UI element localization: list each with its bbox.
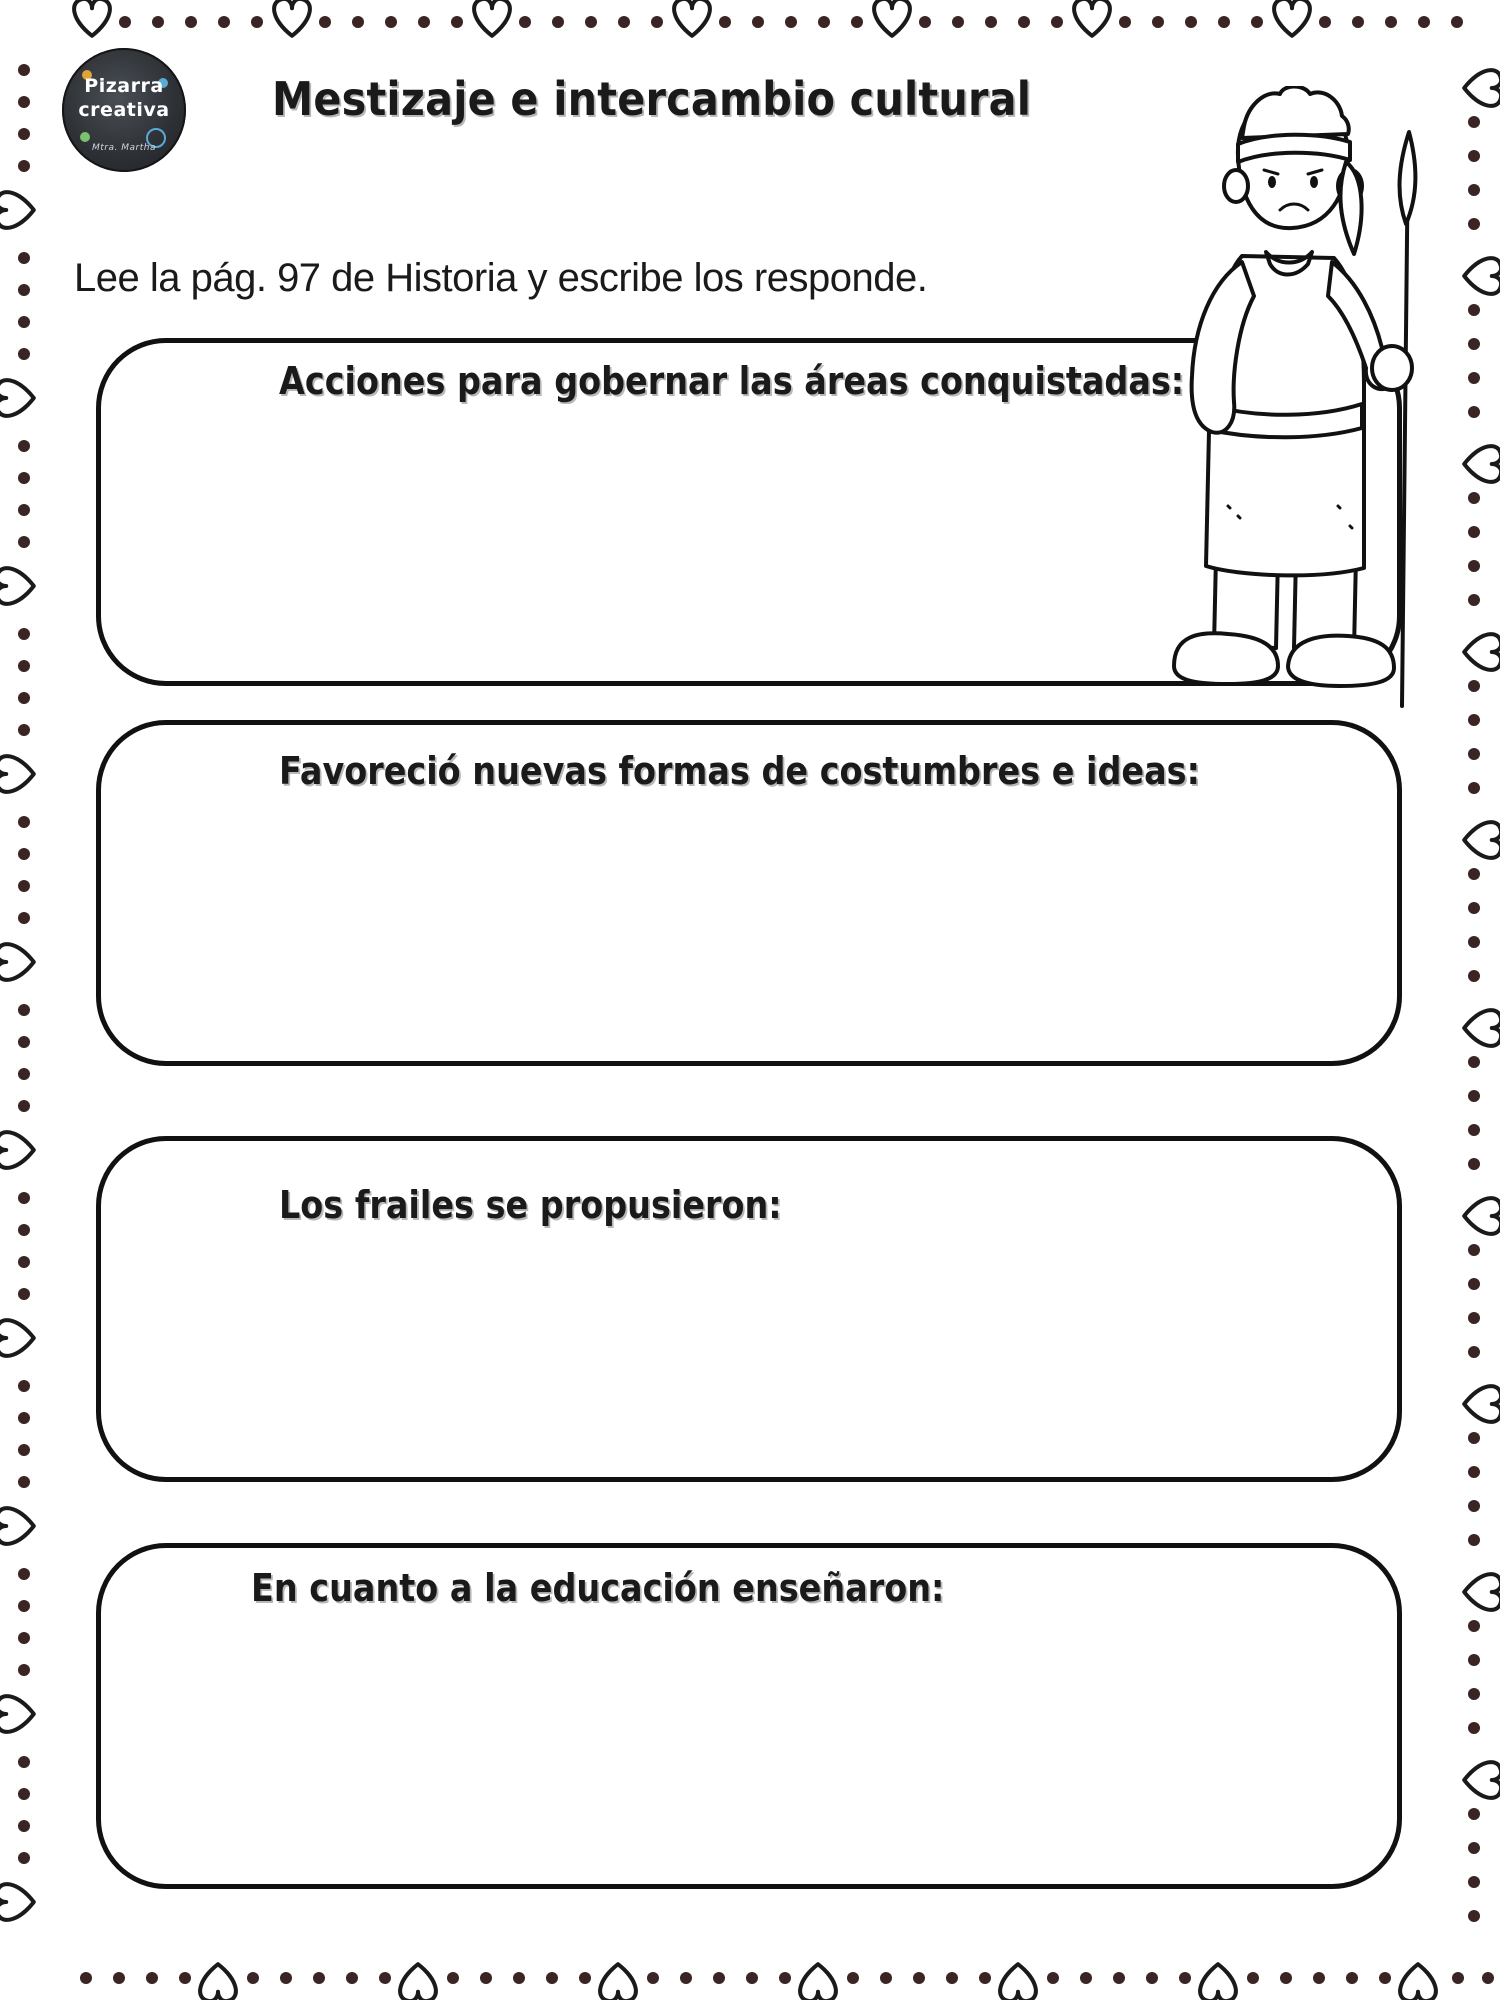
border-dot <box>1018 16 1030 28</box>
border-dot <box>18 160 30 172</box>
border-dot <box>18 1568 30 1580</box>
border-dot <box>18 1288 30 1300</box>
border-dot <box>1468 1158 1480 1170</box>
border-dot <box>1468 1876 1480 1888</box>
border-dot <box>546 1972 558 1984</box>
border-dot <box>851 16 863 28</box>
border-dot <box>1468 1842 1480 1854</box>
border-dot <box>251 16 263 28</box>
logo-text: Pizarra <box>84 75 164 97</box>
border-dot <box>18 912 30 924</box>
eye <box>1310 176 1318 188</box>
border-dot <box>18 96 30 108</box>
border-dot <box>1319 16 1331 28</box>
border-dot <box>1251 16 1263 28</box>
border-dot <box>18 880 30 892</box>
border-dot <box>152 16 164 28</box>
heart-icon <box>800 1964 836 2000</box>
border-dot <box>18 1852 30 1864</box>
hair <box>1242 87 1349 139</box>
border-dot <box>952 16 964 28</box>
border-dot <box>18 1632 30 1644</box>
border-dot <box>1468 1654 1480 1666</box>
heart-icon <box>0 1696 34 1732</box>
border-dot <box>447 1972 459 1984</box>
border-dot <box>18 1788 30 1800</box>
border-dot <box>1468 902 1480 914</box>
border-dot <box>1452 1972 1464 1984</box>
border-dot <box>1352 16 1364 28</box>
heart-icon <box>1464 1762 1500 1798</box>
border-dot <box>1468 936 1480 948</box>
border-dot <box>847 1972 859 1984</box>
border-dot <box>346 1972 358 1984</box>
border-dot <box>1468 1620 1480 1632</box>
border-dot <box>1468 970 1480 982</box>
border-dot <box>18 1224 30 1236</box>
spear-shaft <box>1402 146 1408 706</box>
border-dot <box>713 1972 725 1984</box>
border-dot <box>1179 1972 1191 1984</box>
border-dot <box>247 1972 259 1984</box>
border-dot <box>18 1256 30 1268</box>
heart-icon <box>0 944 34 980</box>
border-dot <box>1313 1972 1325 1984</box>
border-dot <box>18 1412 30 1424</box>
border-dot <box>913 1972 925 1984</box>
border-dot <box>1468 1056 1480 1068</box>
spear-tip <box>1400 132 1416 224</box>
border-dot <box>18 316 30 328</box>
heart-icon <box>1400 1964 1436 2000</box>
border-dot <box>480 1972 492 1984</box>
answer-area[interactable] <box>141 1638 1357 1844</box>
ear <box>1224 170 1248 202</box>
border-dot <box>647 1972 659 1984</box>
border-dot <box>1247 1972 1259 1984</box>
border-dot <box>552 16 564 28</box>
border-dot <box>1468 1500 1480 1512</box>
border-dot <box>579 1972 591 1984</box>
heart-icon <box>674 0 710 36</box>
border-dot <box>319 16 331 28</box>
border-dot <box>119 16 131 28</box>
logo-signature: Mtra. Martha <box>92 143 156 153</box>
border-dot <box>18 1036 30 1048</box>
border-dot <box>1482 1972 1494 1984</box>
eye <box>1268 176 1276 188</box>
answer-box-costumbres[interactable] <box>96 720 1402 1066</box>
border-dot <box>1468 304 1480 316</box>
heart-icon <box>1074 0 1110 36</box>
heart-icon <box>0 380 34 416</box>
border-dot <box>18 1476 30 1488</box>
border-dot <box>18 64 30 76</box>
border-dot <box>1468 1124 1480 1136</box>
heart-icon <box>0 1884 34 1920</box>
border-dot <box>18 1820 30 1832</box>
border-dot <box>18 348 30 360</box>
heart-icon <box>1200 1964 1236 2000</box>
answer-box-label: Favoreció nuevas formas de costumbres e ideas: <box>279 749 1200 793</box>
heart-icon <box>1464 1386 1500 1422</box>
border-dot <box>18 660 30 672</box>
heart-icon <box>1464 70 1500 106</box>
border-dot <box>680 1972 692 1984</box>
border-dot <box>1468 868 1480 880</box>
border-dot <box>18 628 30 640</box>
border-dot <box>1080 1972 1092 1984</box>
border-dot <box>1146 1972 1158 1984</box>
heart-icon <box>400 1964 436 2000</box>
border-dot <box>18 816 30 828</box>
heart-icon <box>474 0 510 36</box>
border-dot <box>1468 406 1480 418</box>
heart-icon <box>0 1508 34 1544</box>
border-dot <box>752 16 764 28</box>
border-dot <box>146 1972 158 1984</box>
border-dot <box>1468 1090 1480 1102</box>
heart-icon <box>1000 1964 1036 2000</box>
border-dot <box>1051 16 1063 28</box>
border-dot <box>18 692 30 704</box>
border-dot <box>1218 16 1230 28</box>
border-dot <box>418 16 430 28</box>
heart-icon <box>200 1964 236 2000</box>
border-dot <box>1047 1972 1059 1984</box>
border-dot <box>18 284 30 296</box>
border-dot <box>585 16 597 28</box>
heart-icon <box>1464 258 1500 294</box>
heart-icon <box>1464 1198 1500 1234</box>
answer-area[interactable] <box>141 815 1357 1021</box>
border-dot <box>719 16 731 28</box>
border-dot <box>1468 1312 1480 1324</box>
border-dot <box>1468 782 1480 794</box>
heart-icon <box>1464 1010 1500 1046</box>
heart-icon <box>1464 1574 1500 1610</box>
border-dot <box>18 1380 30 1392</box>
heart-icon <box>0 1320 34 1356</box>
border-dot <box>1468 150 1480 162</box>
border-dot <box>1468 1722 1480 1734</box>
heart-icon <box>1464 634 1500 670</box>
border-dot <box>1119 16 1131 28</box>
right-hand <box>1372 346 1412 390</box>
border-dot <box>18 724 30 736</box>
border-dot <box>985 16 997 28</box>
heart-icon <box>0 568 34 604</box>
border-dot <box>1468 1688 1480 1700</box>
border-dot <box>979 1972 991 1984</box>
border-dot <box>513 1972 525 1984</box>
border-dot <box>1468 372 1480 384</box>
indigenous-child-illustration <box>1168 86 1464 716</box>
border-dot <box>1379 1972 1391 1984</box>
heart-icon <box>1464 446 1500 482</box>
border-dot <box>1468 594 1480 606</box>
right-foot <box>1288 636 1394 686</box>
heart-icon <box>1464 822 1500 858</box>
answer-box-educacion[interactable] <box>96 1543 1402 1889</box>
instructions-text: Lee la pág. 97 de Historia y escribe los responde. <box>74 256 928 300</box>
border-dot <box>18 1100 30 1112</box>
border-dot <box>18 1004 30 1016</box>
border-dot <box>18 1756 30 1768</box>
heart-icon <box>874 0 910 36</box>
border-dot <box>18 1600 30 1612</box>
border-dot <box>18 472 30 484</box>
border-dot <box>18 1192 30 1204</box>
border-dot <box>451 16 463 28</box>
answer-box-frailes[interactable] <box>96 1136 1402 1482</box>
border-dot <box>818 16 830 28</box>
border-dot <box>1468 560 1480 572</box>
border-dot <box>1418 16 1430 28</box>
border-dot <box>1468 1432 1480 1444</box>
border-dot <box>18 848 30 860</box>
border-dot <box>1468 184 1480 196</box>
border-dot <box>1113 1972 1125 1984</box>
border-dot <box>218 16 230 28</box>
border-dot <box>185 16 197 28</box>
answer-box-label: Los frailes se propusieron: <box>279 1183 782 1227</box>
border-dot <box>919 16 931 28</box>
border-dot <box>385 16 397 28</box>
heart-icon <box>600 1964 636 2000</box>
border-dot <box>80 1972 92 1984</box>
border-dot <box>785 16 797 28</box>
border-dot <box>1468 338 1480 350</box>
heart-icon <box>274 0 310 36</box>
pizarra-creativa-logo <box>62 48 186 172</box>
border-dot <box>618 16 630 28</box>
border-dot <box>1185 16 1197 28</box>
border-dot <box>113 1972 125 1984</box>
border-dot <box>18 504 30 516</box>
border-dot <box>18 536 30 548</box>
border-dot <box>1468 1278 1480 1290</box>
border-dot <box>1385 16 1397 28</box>
border-dot <box>379 1972 391 1984</box>
heart-icon <box>0 192 34 228</box>
border-dot <box>18 128 30 140</box>
worksheet-title: Mestizaje e intercambio cultural <box>272 72 1032 126</box>
border-dot <box>1468 492 1480 504</box>
border-dot <box>1468 1466 1480 1478</box>
border-dot <box>1468 1534 1480 1546</box>
border-dot <box>779 1972 791 1984</box>
border-dot <box>651 16 663 28</box>
border-dot <box>1451 16 1463 28</box>
border-dot <box>519 16 531 28</box>
heart-icon <box>0 1132 34 1168</box>
border-dot <box>1468 1910 1480 1922</box>
border-dot <box>1152 16 1164 28</box>
heart-icon <box>74 0 110 36</box>
border-dot <box>352 16 364 28</box>
border-dot <box>746 1972 758 1984</box>
border-dot <box>1468 1244 1480 1256</box>
answer-box-label: Acciones para gobernar las áreas conquistadas: <box>279 359 1185 403</box>
border-dot <box>1468 1346 1480 1358</box>
answer-area[interactable] <box>141 1231 1357 1437</box>
border-dot <box>1346 1972 1358 1984</box>
border-dot <box>18 252 30 264</box>
answer-box-label: En cuanto a la educación enseñaron: <box>251 1566 945 1610</box>
border-dot <box>1280 1972 1292 1984</box>
border-dot <box>1468 714 1480 726</box>
heart-icon <box>1274 0 1310 36</box>
border-dot <box>179 1972 191 1984</box>
border-dot <box>1468 526 1480 538</box>
left-foot <box>1174 633 1278 684</box>
border-dot <box>18 440 30 452</box>
border-dot <box>1468 218 1480 230</box>
border-dot <box>18 1444 30 1456</box>
border-dot <box>280 1972 292 1984</box>
logo-text: creativa <box>78 99 170 121</box>
border-dot <box>946 1972 958 1984</box>
border-dot <box>1468 680 1480 692</box>
border-dot <box>1468 748 1480 760</box>
border-dot <box>313 1972 325 1984</box>
border-dot <box>1468 116 1480 128</box>
heart-icon <box>0 756 34 792</box>
border-dot <box>18 1664 30 1676</box>
border-dot <box>880 1972 892 1984</box>
border-dot <box>18 1068 30 1080</box>
border-dot <box>1468 1808 1480 1820</box>
